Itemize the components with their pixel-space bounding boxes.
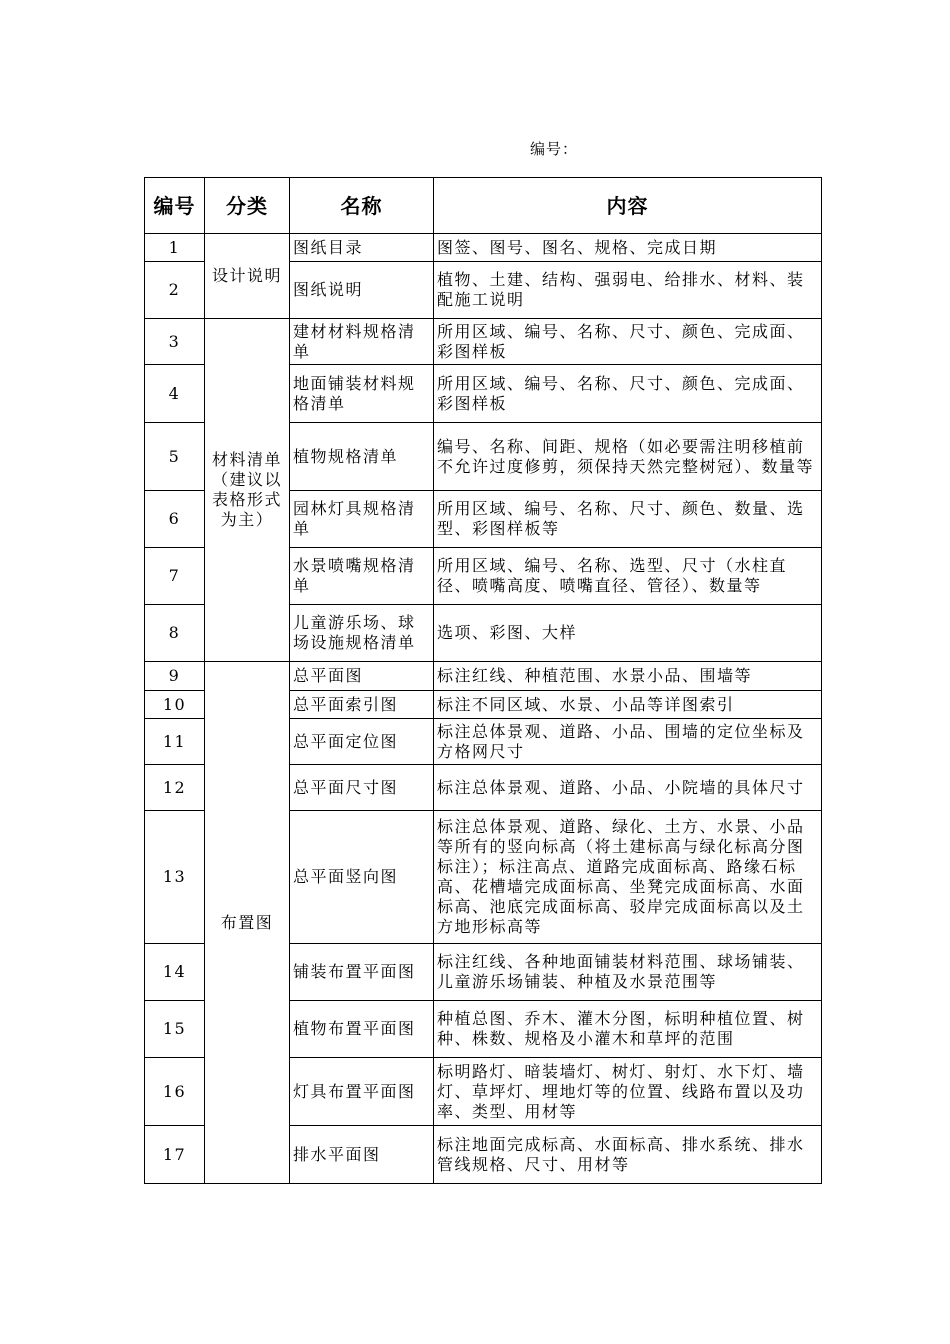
row-name: 地面铺装材料规格清单 [290, 365, 434, 423]
row-name: 总平面图 [290, 662, 434, 691]
row-name: 儿童游乐场、球场设施规格清单 [290, 605, 434, 662]
table-row [145, 319, 822, 365]
row-content: 标注不同区域、水景、小品等详图索引 [434, 691, 822, 719]
row-number: 9 [145, 662, 205, 691]
row-content: 所用区域、编号、名称、选型、尺寸（水柱直径、喷嘴高度、喷嘴直径、管径）、数量等 [434, 548, 822, 605]
row-name: 总平面竖向图 [290, 811, 434, 944]
row-number: 17 [145, 1126, 205, 1184]
row-content: 标注总体景观、道路、小品、小院墙的具体尺寸 [434, 765, 822, 811]
row-number: 1 [145, 234, 205, 262]
row-number: 13 [145, 811, 205, 944]
header-category: 分类 [205, 178, 290, 234]
row-name: 总平面尺寸图 [290, 765, 434, 811]
row-name: 排水平面图 [290, 1126, 434, 1184]
row-content: 标注总体景观、道路、绿化、土方、水景、小品等所有的竖向标高（将土建标高与绿化标高分图标注）；标注高点、道路完成面标高、路缘石标高、花槽墙完成面标高、坐凳完成面标高、水面标高、池底完成面标高、驳岸完成面标高以及土方地形标高等 [434, 811, 822, 944]
table-row [145, 234, 822, 262]
row-name: 铺装布置平面图 [290, 944, 434, 1001]
row-content: 所用区域、编号、名称、尺寸、颜色、数量、选型、彩图样板等 [434, 491, 822, 548]
row-content: 所用区域、编号、名称、尺寸、颜色、完成面、彩图样板 [434, 319, 822, 365]
row-name: 建材材料规格清单 [290, 319, 434, 365]
drawing-specification-table [144, 177, 822, 1184]
header-number: 编号 [145, 178, 205, 234]
row-number: 15 [145, 1001, 205, 1058]
row-content: 所用区域、编号、名称、尺寸、颜色、完成面、彩图样板 [434, 365, 822, 423]
row-number: 6 [145, 491, 205, 548]
row-name: 园林灯具规格清单 [290, 491, 434, 548]
row-content: 标注红线、种植范围、水景小品、围墙等 [434, 662, 822, 691]
row-content: 标注总体景观、道路、小品、围墙的定位坐标及方格网尺寸 [434, 719, 822, 765]
category-cell: 设计说明 [205, 234, 290, 319]
category-cell: 材料清单（建议以表格形式为主） [205, 319, 290, 662]
row-name: 总平面索引图 [290, 691, 434, 719]
row-content: 标明路灯、暗装墙灯、树灯、射灯、水下灯、墙灯、草坪灯、埋地灯等的位置、线路布置以及功率、类型、用材等 [434, 1058, 822, 1126]
row-number: 10 [145, 691, 205, 719]
document-number-label: 编号： [530, 140, 579, 158]
header-content: 内容 [434, 178, 822, 234]
row-number: 14 [145, 944, 205, 1001]
row-content: 选项、彩图、大样 [434, 605, 822, 662]
category-cell: 布置图 [205, 662, 290, 1184]
row-name: 图纸目录 [290, 234, 434, 262]
row-content: 植物、土建、结构、强弱电、给排水、材料、装配施工说明 [434, 262, 822, 319]
row-number: 16 [145, 1058, 205, 1126]
row-number: 11 [145, 719, 205, 765]
row-number: 12 [145, 765, 205, 811]
row-name: 图纸说明 [290, 262, 434, 319]
row-content: 图签、图号、图名、规格、完成日期 [434, 234, 822, 262]
row-number: 4 [145, 365, 205, 423]
table-row [145, 662, 822, 691]
table-header-row [145, 178, 822, 234]
row-number: 2 [145, 262, 205, 319]
row-content: 种植总图、乔木、灌木分图，标明种植位置、树种、株数、规格及小灌木和草坪的范围 [434, 1001, 822, 1058]
row-content: 编号、名称、间距、规格（如必要需注明移植前不允许过度修剪，须保持天然完整树冠）、数量等 [434, 423, 822, 491]
row-content: 标注红线、各种地面铺装材料范围、球场铺装、儿童游乐场铺装、种植及水景范围等 [434, 944, 822, 1001]
row-number: 7 [145, 548, 205, 605]
row-name: 灯具布置平面图 [290, 1058, 434, 1126]
row-name: 植物规格清单 [290, 423, 434, 491]
header-name: 名称 [290, 178, 434, 234]
row-number: 3 [145, 319, 205, 365]
row-name: 植物布置平面图 [290, 1001, 434, 1058]
row-content: 标注地面完成标高、水面标高、排水系统、排水管线规格、尺寸、用材等 [434, 1126, 822, 1184]
row-number: 8 [145, 605, 205, 662]
row-name: 总平面定位图 [290, 719, 434, 765]
row-name: 水景喷嘴规格清单 [290, 548, 434, 605]
row-number: 5 [145, 423, 205, 491]
